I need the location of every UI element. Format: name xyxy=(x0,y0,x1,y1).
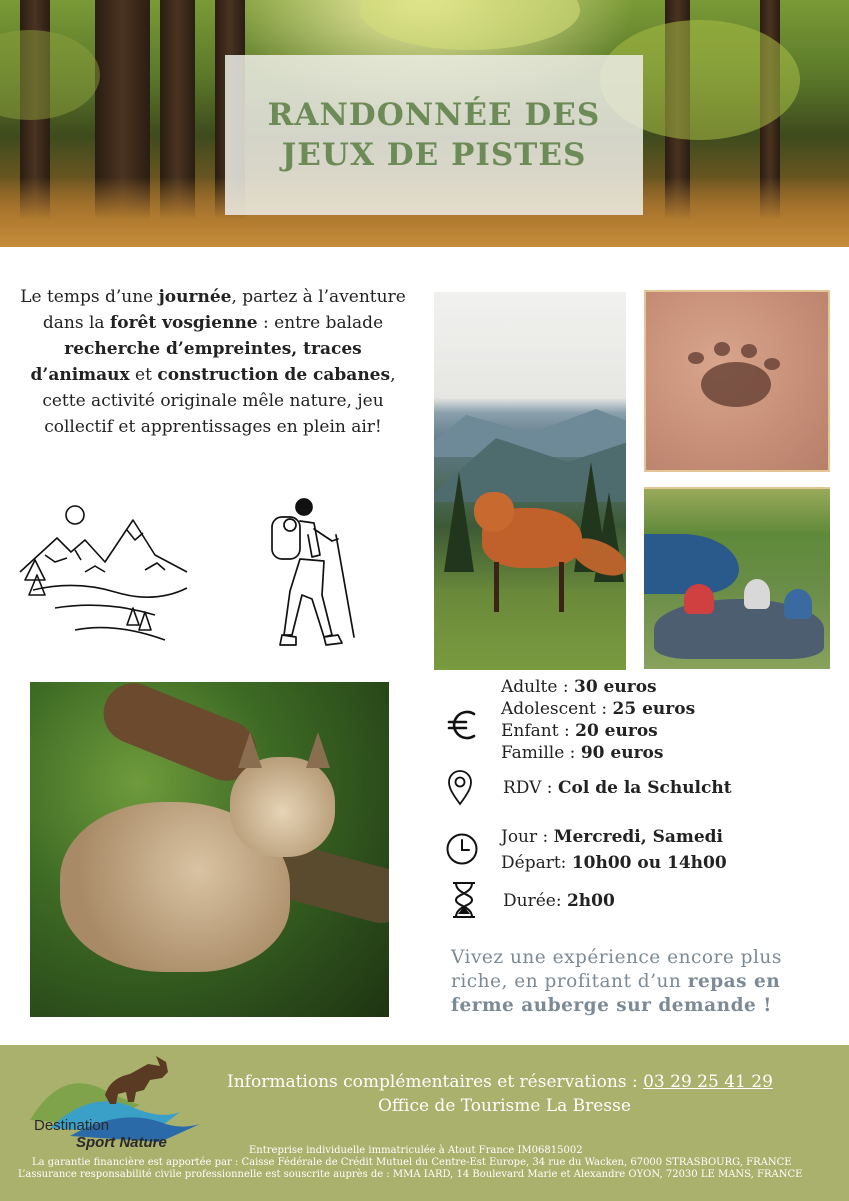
intro-text: et xyxy=(129,365,158,385)
legal-insurance: L’assurance responsabilité civile professionnelle est souscrite auprès de : MMA IARD, 14 Boulevard Marie et Alexandre OYON, 72030 LE MANS, FRANCE xyxy=(18,1169,803,1180)
mountains-drawing xyxy=(15,500,195,645)
intro-text: : entre balade xyxy=(257,313,384,333)
hourglass-icon xyxy=(451,880,477,920)
page-title-line-2: JEUX DE PISTES xyxy=(281,137,587,173)
logo-text-destination: Destination xyxy=(34,1117,110,1134)
intro-bold: forêt vosgienne xyxy=(109,313,258,333)
foliage xyxy=(0,30,100,120)
days-info: Jour : Mercredi, Samedi xyxy=(501,827,724,847)
price-teen: Adolescent : 25 euros xyxy=(501,699,696,719)
intro-text: Le temps d’une xyxy=(20,287,159,307)
location-pin-icon xyxy=(447,770,473,806)
price-family: Famille : 90 euros xyxy=(501,743,664,763)
intro-text: , partez à l’aventure dans la xyxy=(42,287,406,333)
fox-photo xyxy=(434,292,626,670)
intro-paragraph xyxy=(18,284,408,440)
lynx-photo xyxy=(30,682,389,1017)
hiker-drawing xyxy=(262,495,362,660)
intro-bold: construction de cabanes xyxy=(157,365,391,385)
foliage xyxy=(360,0,580,50)
phone-link[interactable]: 03 29 25 41 29 xyxy=(643,1072,773,1092)
euro-icon xyxy=(446,708,480,742)
meal-promo: Vivez une expérience encore plus riche, en profitant d’un repas en ferme auberge sur demande ! xyxy=(451,947,782,1016)
legal-registration: Entreprise individuelle immatriculée à Atout France IM06815002 xyxy=(249,1145,583,1156)
title-box xyxy=(225,55,643,215)
logo-text-sport-nature: Sport Nature xyxy=(76,1134,167,1151)
tourism-office: Office de Tourisme La Bresse xyxy=(378,1096,631,1116)
price-adult: Adulte : 30 euros xyxy=(501,677,657,697)
price-child: Enfant : 20 euros xyxy=(501,721,658,741)
departure-info: Départ: 10h00 ou 14h00 xyxy=(501,853,727,873)
meeting-point: RDV : Col de la Schulcht xyxy=(503,778,732,798)
intro-bold: journée xyxy=(158,287,232,307)
paw-print-photo xyxy=(644,290,830,472)
clock-icon xyxy=(445,832,479,866)
reservation-info xyxy=(227,1072,773,1092)
legal-guarantee: La garantie financière est apportée par : Caisse Fédérale de Crédit Mutuel du Centre-Est Europe, 34 rue du Wacken, 67000 STRASBOURG, FRANCE xyxy=(32,1157,792,1168)
duration-info: Durée: 2h00 xyxy=(503,891,615,911)
intro-bold: recherche d’empreintes, traces d’animaux xyxy=(30,339,362,385)
intro-text: , cette activité originale mêle nature, jeu collectif et apprentissages en plein air! xyxy=(42,365,396,437)
forest-banner xyxy=(0,0,849,247)
group-activity-photo xyxy=(644,487,830,669)
reservation-label: Informations complémentaires et réservations : xyxy=(227,1072,644,1092)
page-title-line-1: RANDONNÉE DES xyxy=(267,97,601,133)
